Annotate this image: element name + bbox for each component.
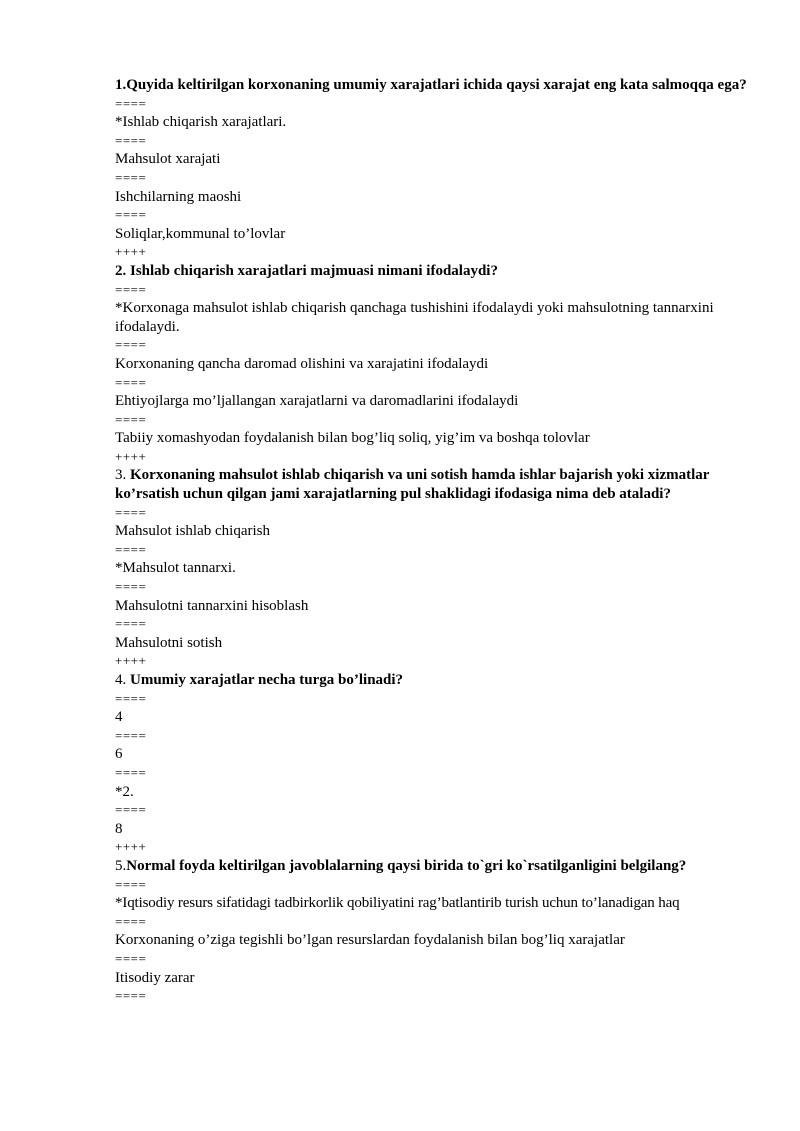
question-2-text: 2. Ishlab chiqarish xarajatlari majmuasi nimani ifodalaydi? <box>115 262 498 279</box>
option-separator: ==== <box>115 988 147 1004</box>
question-5-option-3: Itisodiy zarar <box>115 969 195 986</box>
question-3-option-2: *Mahsulot tannarxi. <box>115 560 236 577</box>
option-separator: ==== <box>115 876 147 892</box>
question-4-option-3: *2. <box>115 783 134 800</box>
option-separator: ==== <box>115 411 147 427</box>
question-1-option-4: Soliqlar,kommunal to’lovlar <box>115 225 286 242</box>
option-separator: ==== <box>115 579 147 595</box>
question-2-option-1: *Korxonaga mahsulot ishlab chiqarish qanchaga tushishini ifodalaydi yoki mahsulotning tannarxini ifodalaydi. <box>115 300 714 335</box>
question-4-option-4: 8 <box>115 820 123 837</box>
option-separator: ==== <box>115 802 147 818</box>
option-separator: ==== <box>115 504 147 520</box>
question-separator: ++++ <box>115 653 147 669</box>
question-3-text: 3. Korxonaning mahsulot ishlab chiqarish va uni sotish hamda ishlar bajarish yoki xizmatlar ko’rsatish uchun qilgan jami xarajatlarning pul shaklidagi ifodasiga nima deb ataladi? <box>115 467 710 503</box>
question-separator: ++++ <box>115 839 147 855</box>
option-separator: ==== <box>115 281 147 297</box>
option-separator: ==== <box>115 541 147 557</box>
option-separator: ==== <box>115 913 147 929</box>
question-4-text: 4. Umumiy xarajatlar necha turga bo’linadi? <box>115 672 404 688</box>
option-separator: ==== <box>115 169 147 185</box>
question-3-option-4: Mahsulotni sotish <box>115 634 223 651</box>
question-3-option-1: Mahsulot ishlab chiqarish <box>115 523 270 540</box>
option-separator: ==== <box>115 132 147 148</box>
option-separator: ==== <box>115 374 147 390</box>
question-5-option-2: Korxonaning o’ziga tegishli bo’lgan resurslardan foydalanish bilan bog’liq xarajatlar <box>115 932 625 949</box>
question-3-option-3: Mahsulotni tannarxini hisoblash <box>115 597 309 614</box>
option-separator: ==== <box>115 207 147 223</box>
option-separator: ==== <box>115 950 147 966</box>
question-2-option-2: Korxonaning qancha daromad olishini va xarajatini ifodalaydi <box>115 355 489 372</box>
question-5-option-1: *Iqtisodiy resurs sifatidagi tadbirkorlik qobiliyatini rag’batlantirib turish uchun to’lanadigan haq <box>115 895 680 912</box>
option-separator: ==== <box>115 337 147 353</box>
question-separator: ++++ <box>115 244 147 260</box>
question-4-option-2: 6 <box>115 746 123 763</box>
question-5-text: 5.Normal foyda keltirilgan javoblalarning qaysi birida to`gri ko`rsatilganligini belgilang? <box>115 857 687 874</box>
question-2-option-3: Ehtiyojlarga mo’ljallangan xarajatlarni va daromadlarini ifodalaydi <box>115 393 519 410</box>
question-4-option-1: 4 <box>115 709 123 726</box>
question-1-option-1: *Ishlab chiqarish xarajatlari. <box>115 114 287 131</box>
option-separator: ==== <box>115 616 147 632</box>
option-separator: ==== <box>115 690 147 706</box>
option-separator: ==== <box>115 764 147 780</box>
question-2-option-4: Tabiiy xomashyodan foydalanish bilan bog’liq soliq, yig’im va boshqa tolovlar <box>115 430 590 447</box>
option-separator: ==== <box>115 727 147 743</box>
question-1-option-3: Ishchilarning maoshi <box>115 188 242 205</box>
question-1-option-2: Mahsulot xarajati <box>115 151 221 168</box>
document-page <box>115 76 755 1006</box>
question-separator: ++++ <box>115 448 147 464</box>
question-1-text: 1.Quyida keltirilgan korxonaning umumiy xarajatlari ichida qaysi xarajat eng kata salmoqqa ega? <box>115 77 747 93</box>
option-separator: ==== <box>115 95 147 111</box>
